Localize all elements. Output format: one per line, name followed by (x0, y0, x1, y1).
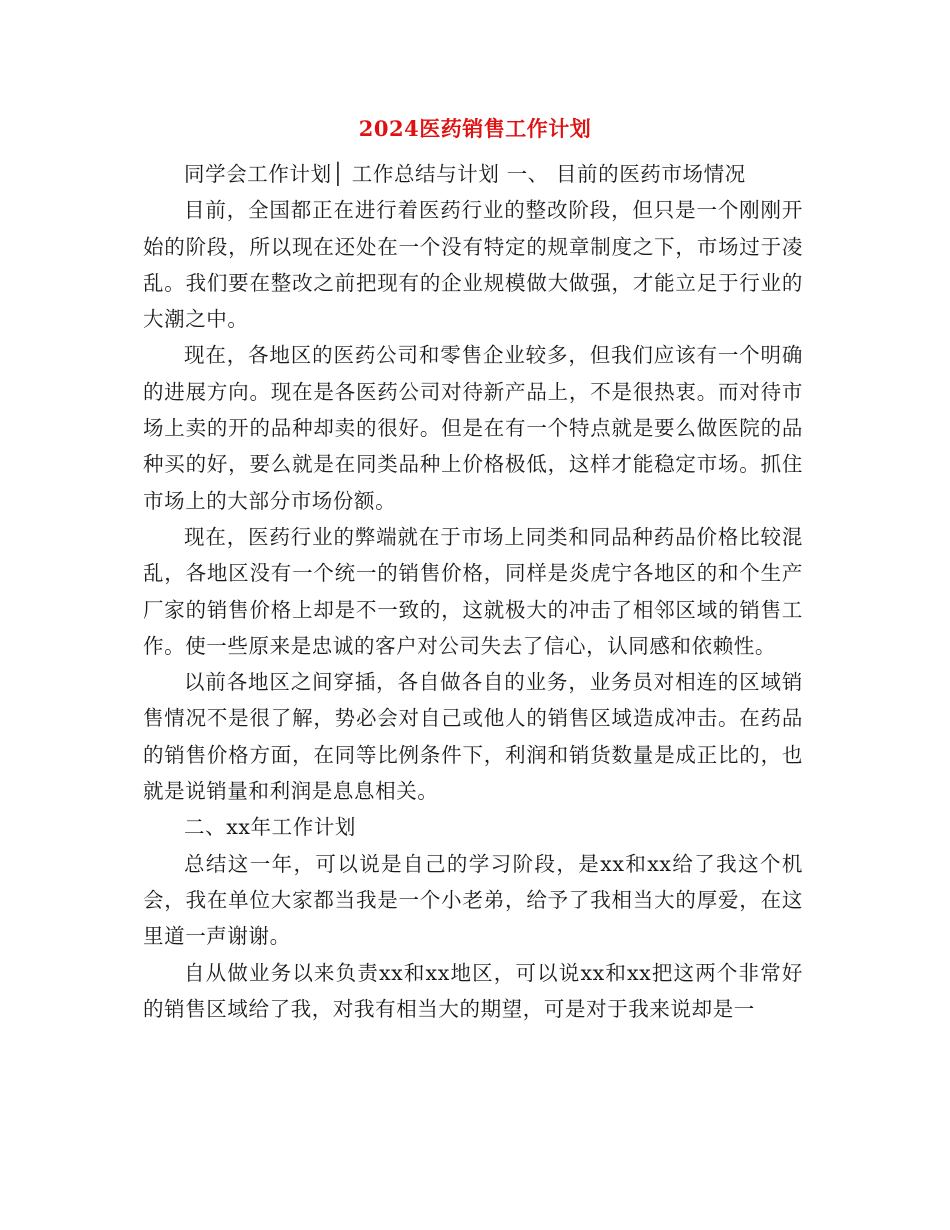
paragraph-heading-line: 同学会工作计划│ 工作总结与计划 一、 目前的医药市场情况 (184, 162, 746, 186)
paragraph: 总结这一年，可以说是自己的学习阶段，是xx和xx给了我这个机会，我在单位大家都当我是一个小老弟，给予了我相当大的厚爱，在这里道一声谢谢。 (143, 851, 803, 949)
paragraph: 自从做业务以来负责xx和xx地区，可以说xx和xx把这两个非常好的销售区域给了我，对我有相当大的期望，可是对于我来说却是一 (143, 960, 803, 1021)
section-heading: 二、xx年工作计划 (184, 815, 357, 840)
paragraph: 目前，全国都正在进行着医药行业的整改阶段，但只是一个刚刚开始的阶段，所以现在还处在一个没有特定的规章制度之下，市场过于凌乱。我们要在整改之前把现有的企业规模做大做强，才能立足于行业的大潮之中。 (143, 198, 803, 332)
paragraph: 现在，医药行业的弊端就在于市场上同类和同品种药品价格比较混乱，各地区没有一个统一的销售价格，同样是炎虎宁各地区的和个生产厂家的销售价格上却是不一致的，这就极大的冲击了相邻区域的销售工作。使一些原来是忠诚的客户对公司失去了信心，认同感和依赖性。 (143, 524, 803, 658)
paragraph: 现在，各地区的医药公司和零售企业较多，但我们应该有一个明确的进展方向。现在是各医药公司对待新产品上，不是很热衷。而对待市场上卖的开的品种却卖的很好。但是在有一个特点就是要么做医院的品种买的好，要么就是在同类品种上价格极低，这样才能稳定市场。抓住市场上的大部分市场份额。 (143, 343, 803, 513)
paragraph: 以前各地区之间穿插，各自做各自的业务，业务员对相连的区域销售情况不是很了解，势必会对自己或他人的销售区域造成冲击。在药品的销售价格方面，在同等比例条件下，利润和销货数量是成正比的，也就是说销量和利润是息息相关。 (143, 670, 803, 804)
document-title: 2024医药销售工作计划 (358, 116, 592, 141)
document-body (143, 156, 803, 1027)
